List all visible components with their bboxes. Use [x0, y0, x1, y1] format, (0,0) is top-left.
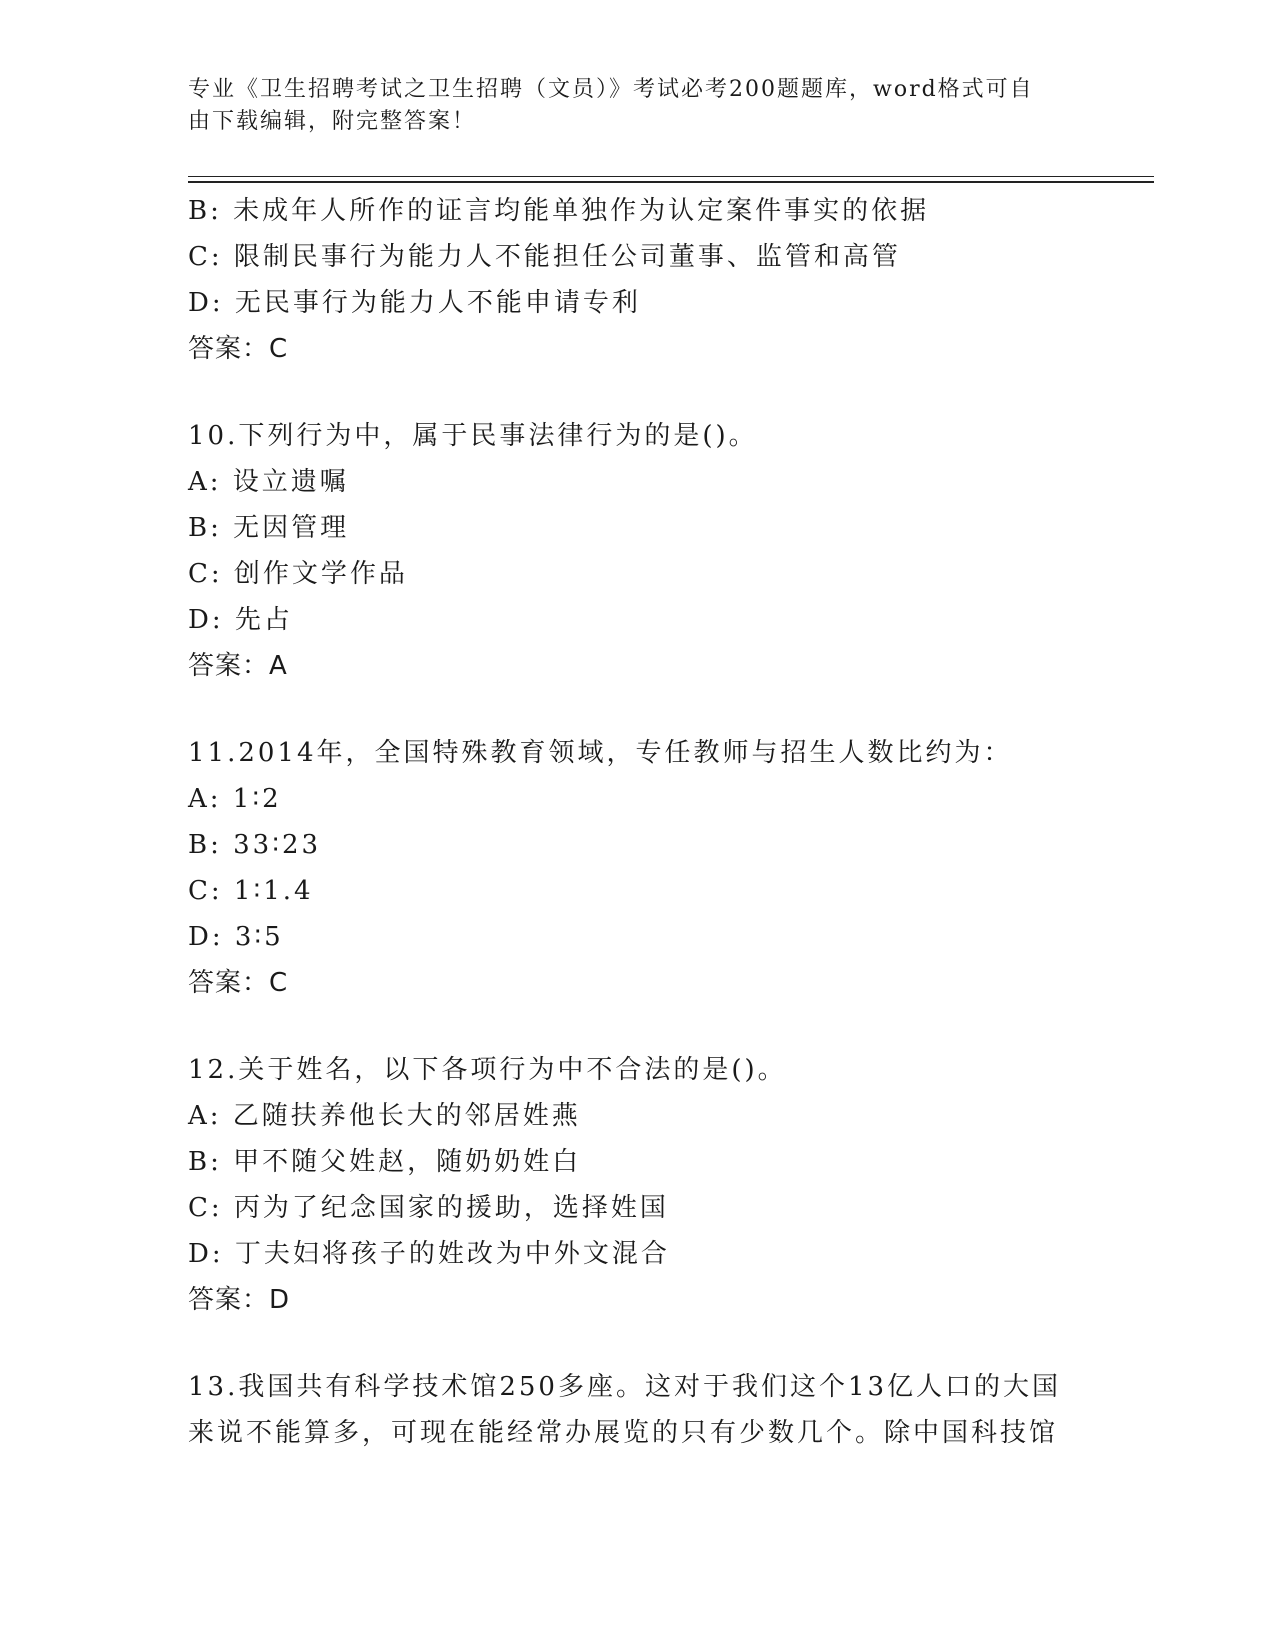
- answer: 答案：C: [188, 334, 289, 364]
- option-b: B: 未成年人所作的证言均能单独作为认定案件事实的依据: [188, 196, 930, 226]
- answer: 答案：A: [188, 651, 288, 681]
- question-text: 10.下列行为中，属于民事法律行为的是()。: [188, 421, 758, 451]
- option-c: C: 1∶1.4: [188, 876, 314, 906]
- option-d: D: 先占: [188, 605, 293, 635]
- header-divider-thin: [188, 176, 1154, 177]
- answer: 答案：C: [188, 968, 289, 998]
- document-header: [188, 74, 1068, 138]
- option-c: C: 丙为了纪念国家的援助，选择姓国: [188, 1193, 669, 1223]
- answer: 答案：D: [188, 1285, 291, 1315]
- question-text: 11.2014年，全国特殊教育领域，专任教师与招生人数比约为：: [188, 738, 1013, 768]
- option-a: A: 1∶2: [188, 784, 282, 814]
- question-11: [188, 730, 1088, 1006]
- question-text: 12.关于姓名，以下各项行为中不合法的是()。: [188, 1055, 787, 1085]
- option-a: A: 乙随扶养他长大的邻居姓燕: [188, 1101, 581, 1131]
- header-divider-thick: [188, 181, 1154, 183]
- option-d: D: 丁夫妇将孩子的姓改为中外文混合: [188, 1239, 670, 1269]
- question-10: [188, 413, 1088, 689]
- question-12: [188, 1047, 1088, 1323]
- option-b: B: 33∶23: [188, 830, 322, 860]
- question-9: [188, 188, 1088, 372]
- question-13: [188, 1364, 1088, 1456]
- header-line-1: 专业《卫生招聘考试之卫生招聘（文员）》考试必考200题题库，word格式可自: [188, 77, 1034, 102]
- option-a: A: 设立遗嘱: [188, 467, 349, 497]
- option-b: B: 无因管理: [188, 513, 350, 543]
- option-d: D: 3∶5: [188, 922, 284, 952]
- option-d: D: 无民事行为能力人不能申请专利: [188, 288, 641, 318]
- question-text-line-2: 来说不能算多，可现在能经常办展览的只有少数几个。除中国科技馆: [188, 1418, 1059, 1448]
- option-c: C: 限制民事行为能力人不能担任公司董事、监管和高管: [188, 242, 901, 272]
- question-text-line-1: 13.我国共有科学技术馆250多座。这对于我们这个13亿人口的大国: [188, 1372, 1062, 1402]
- question-list: [188, 188, 1088, 1456]
- option-c: C: 创作文学作品: [188, 559, 408, 589]
- option-b: B: 甲不随父姓赵，随奶奶姓白: [188, 1147, 582, 1177]
- header-line-2: 由下载编辑，附完整答案！: [188, 109, 477, 134]
